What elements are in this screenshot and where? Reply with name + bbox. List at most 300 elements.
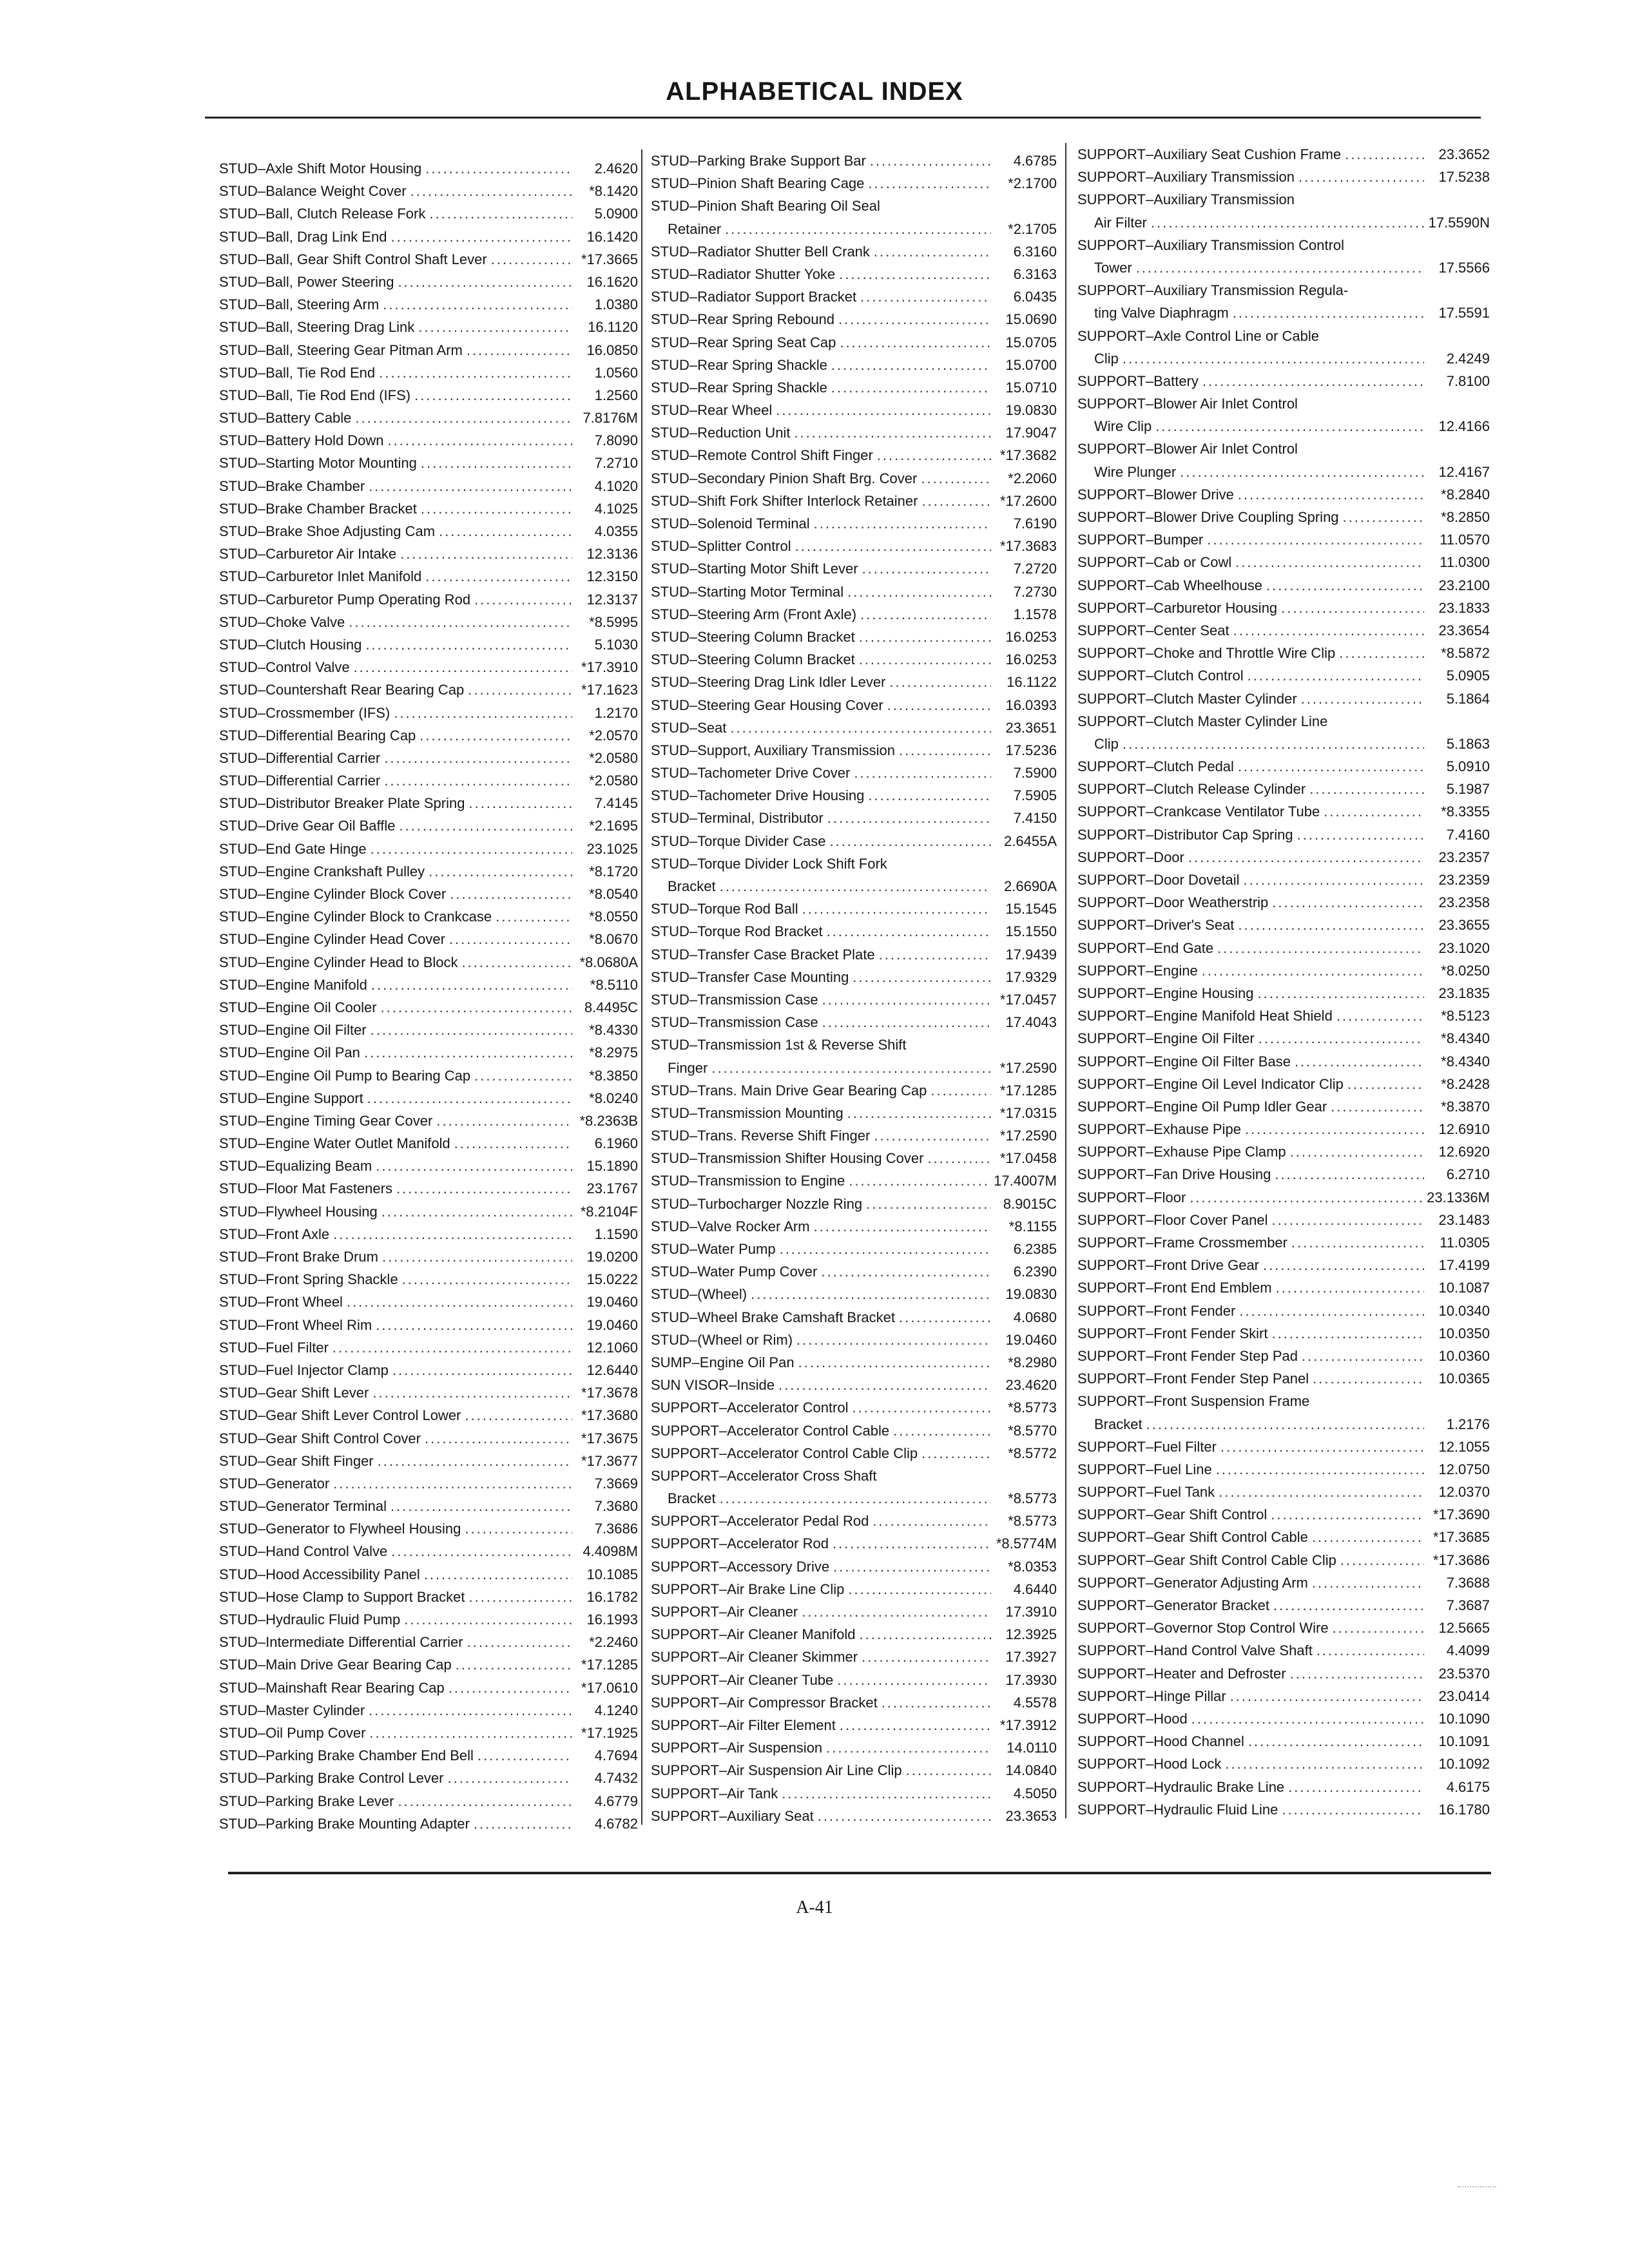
entry-reference: *8.1720 [589, 863, 638, 879]
leader-dots [474, 1064, 572, 1087]
index-entry [213, 1790, 638, 1812]
index-entry [644, 285, 1057, 308]
entry-reference: *17.3910 [581, 659, 638, 676]
entry-reference: 4.4098M [583, 1543, 638, 1560]
index-entry [213, 1041, 638, 1064]
entry-reference: 23.3652 [1438, 146, 1490, 162]
entry-label: STUD–Parking Brake Mounting Adapter [219, 1815, 470, 1832]
leader-dots [436, 1110, 572, 1132]
entry-label: SUPPORT–Hood Lock [1077, 1756, 1222, 1773]
index-entry [213, 1608, 638, 1631]
index-entry [213, 1132, 638, 1155]
leader-dots [794, 421, 991, 444]
index-entry [1071, 211, 1490, 234]
entry-label: STUD–Torque Rod Ball [651, 901, 798, 918]
leader-dots [1180, 461, 1424, 483]
leader-dots [376, 1314, 572, 1336]
index-entry [213, 157, 638, 180]
entry-label: SUPPORT–Fuel Filter [1077, 1438, 1217, 1455]
leader-dots [1312, 1571, 1424, 1594]
index-entry [213, 1586, 638, 1608]
index-entry [644, 149, 1057, 172]
index-entry [213, 769, 638, 792]
entry-label: STUD–Trans. Main Drive Gear Bearing Cap [651, 1082, 927, 1099]
leader-dots [1291, 1231, 1424, 1254]
leader-dots [1347, 1073, 1424, 1095]
entry-reference: 17.3927 [1005, 1649, 1057, 1666]
entry-label: SUPPORT–Engine Oil Filter [1077, 1030, 1255, 1047]
leader-dots [889, 671, 991, 693]
entry-reference: *2.0580 [589, 773, 638, 789]
index-entry [644, 1600, 1057, 1623]
leader-dots [419, 724, 572, 747]
entry-reference: *17.1623 [581, 682, 638, 698]
entry-reference: 17.4043 [1005, 1014, 1057, 1031]
entry-label: STUD–Equalizing Beam [219, 1158, 372, 1175]
entry-label: SUPPORT–Air Filter Element [651, 1716, 836, 1733]
index-entry [1071, 1095, 1490, 1118]
entry-reference: 19.0830 [1005, 1286, 1057, 1303]
leader-dots [1217, 937, 1424, 959]
entry-reference: *8.4340 [1441, 1053, 1490, 1070]
entry-label: SUPPORT–Gear Shift Control Cable [1077, 1529, 1308, 1546]
entry-reference: *8.5774M [996, 1535, 1057, 1552]
index-entry [1071, 800, 1490, 823]
index-entry [1071, 574, 1490, 597]
leader-dots [448, 1677, 572, 1699]
entry-label: STUD–Water Pump [651, 1241, 776, 1257]
entry-label: STUD–Transfer Case Mounting [651, 968, 849, 985]
entry-reference: 15.1550 [1005, 923, 1057, 940]
index-entry [644, 966, 1057, 988]
entry-label: Wire Clip [1094, 418, 1152, 435]
leader-dots [1309, 778, 1424, 800]
entry-label: STUD–Tachometer Drive Housing [651, 787, 865, 804]
index-entry [644, 920, 1057, 943]
entry-reference: 2.6455A [1004, 832, 1057, 849]
leader-dots [1190, 1186, 1423, 1209]
leader-dots [814, 512, 991, 535]
entry-reference: 23.4620 [1005, 1377, 1057, 1394]
index-entry [1071, 1276, 1490, 1299]
entry-label: SUPPORT–Driver's Seat [1077, 917, 1235, 934]
entry-reference: *8.1155 [1008, 1218, 1057, 1235]
entry-label: STUD–Countershaft Rear Bearing Cap [219, 682, 465, 698]
entry-reference: *17.0610 [581, 1679, 638, 1696]
entry-reference: 4.1240 [594, 1702, 638, 1718]
index-entry [213, 497, 638, 520]
entry-label: STUD–Ball, Power Steering [219, 273, 394, 290]
leader-dots [1340, 1549, 1424, 1571]
entry-reference: *8.4330 [589, 1022, 638, 1039]
index-entry [213, 1767, 638, 1789]
index-entry [1071, 1118, 1490, 1140]
leader-dots [711, 1057, 991, 1079]
entry-reference: 7.3669 [594, 1475, 638, 1492]
entry-label: SUPPORT–Hydraulic Brake Line [1077, 1778, 1285, 1795]
entry-label: SUPPORT–Hand Control Valve Shaft [1077, 1642, 1313, 1659]
entry-label: SUPPORT–Axle Control Line or Cable [1077, 327, 1319, 344]
entry-label: SUPPORT–Accelerator Cross Shaft [651, 1467, 877, 1484]
index-entry [644, 1510, 1057, 1532]
leader-dots [1191, 1707, 1424, 1730]
entry-reference: *17.3690 [1432, 1506, 1490, 1523]
index-entry [644, 1193, 1057, 1215]
entry-label: STUD–Terminal, Distributor [651, 810, 824, 827]
index-entry [644, 308, 1057, 331]
entry-reference: *8.5110 [590, 976, 638, 993]
leader-dots [379, 361, 572, 384]
entry-reference: 7.3680 [594, 1498, 638, 1515]
index-entry [1071, 1027, 1490, 1050]
index-entry [1071, 1730, 1490, 1753]
entry-label: SUPPORT–Distributor Cap Spring [1077, 826, 1293, 843]
index-entry [213, 1699, 638, 1722]
index-entry [644, 1147, 1057, 1169]
entry-label: SUPPORT–Hood Channel [1077, 1733, 1244, 1750]
index-entry [213, 814, 638, 837]
entry-label: STUD–Transmission Case [651, 991, 818, 1008]
entry-reference: *17.3686 [1432, 1552, 1490, 1568]
entry-reference: *8.0540 [589, 886, 638, 902]
index-entry [644, 1714, 1057, 1736]
entry-reference: 11.0570 [1440, 532, 1490, 548]
leader-dots [837, 1669, 991, 1691]
entry-reference: 12.0370 [1438, 1484, 1490, 1501]
entry-reference: 12.3137 [586, 591, 638, 608]
entry-label: SUMP–Engine Oil Pan [651, 1354, 795, 1370]
entry-label: STUD–Carburetor Pump Operating Rod [219, 591, 471, 608]
index-entry [1071, 619, 1490, 642]
entry-reference: 19.0200 [586, 1249, 638, 1265]
entry-label: STUD–End Gate Hinge [219, 840, 367, 857]
leader-dots [402, 1268, 572, 1291]
entry-reference: 1.1578 [1013, 606, 1057, 622]
entry-reference: *17.3680 [581, 1407, 638, 1424]
entry-label: STUD–Carburetor Air Intake [219, 546, 397, 562]
index-entry [213, 1540, 638, 1562]
entry-label: STUD–Fuel Injector Clamp [219, 1361, 389, 1378]
entry-reference: *2.0580 [589, 749, 638, 766]
index-entry [644, 1623, 1057, 1646]
entry-label: STUD–Water Pump Cover [651, 1264, 818, 1280]
index-entry [1071, 143, 1490, 166]
leader-dots [410, 180, 572, 202]
entry-label: STUD–Rear Spring Seat Cap [651, 334, 836, 351]
leader-dots [930, 1079, 991, 1102]
leader-dots [1230, 1685, 1424, 1707]
entry-reference: 7.3688 [1446, 1574, 1490, 1591]
entry-label: STUD–Ball, Steering Drag Link [219, 319, 415, 336]
leader-dots [877, 444, 991, 466]
entry-reference: 5.1863 [1446, 735, 1490, 752]
leader-dots [1263, 1254, 1424, 1276]
index-entry [1071, 279, 1490, 302]
index-entry [213, 633, 638, 656]
leader-dots [838, 308, 991, 331]
entry-label: Air Filter [1094, 214, 1147, 231]
entry-label: STUD–Remote Control Shift Finger [651, 447, 873, 464]
entry-reference: 6.2710 [1446, 1166, 1490, 1183]
entry-label: SUN VISOR–Inside [651, 1377, 775, 1394]
leader-dots [1248, 1730, 1424, 1753]
index-entry [644, 1782, 1057, 1805]
entry-reference: 10.0350 [1438, 1325, 1490, 1341]
entry-reference: 6.2385 [1013, 1241, 1057, 1257]
leader-dots [1243, 869, 1424, 891]
index-entry [644, 1646, 1057, 1668]
entry-label: STUD–Radiator Shutter Yoke [651, 265, 836, 282]
entry-label: STUD–Carburetor Inlet Manifold [219, 568, 422, 585]
entry-label: SUPPORT–Engine Manifold Heat Shield [1077, 1008, 1333, 1024]
entry-reference: *8.2840 [1441, 486, 1490, 503]
index-entry [644, 331, 1057, 354]
leader-dots [333, 1336, 572, 1359]
leader-dots [833, 1532, 991, 1555]
leader-dots [1275, 1163, 1424, 1186]
index-entry [644, 376, 1057, 399]
index-entry [644, 1329, 1057, 1351]
leader-dots [802, 1600, 991, 1623]
leader-dots [720, 875, 991, 898]
entry-reference: 23.1020 [1438, 939, 1490, 956]
leader-dots [849, 1169, 990, 1192]
index-entry [213, 1517, 638, 1540]
index-entry [213, 1677, 638, 1699]
header-rule [205, 117, 1481, 119]
index-entry [213, 475, 638, 497]
index-entry [213, 1472, 638, 1495]
entry-label: STUD–Front Axle [219, 1225, 330, 1242]
index-entry [1071, 1776, 1490, 1798]
leader-dots [798, 1351, 991, 1374]
entry-reference: *2.1705 [1008, 220, 1057, 237]
index-entry [1071, 1004, 1490, 1027]
index-entry [1071, 1594, 1490, 1617]
leader-dots [1298, 166, 1424, 188]
entry-label: STUD–Secondary Pinion Shaft Brg. Cover [651, 470, 918, 486]
entry-reference: 16.1620 [586, 273, 638, 290]
entry-reference: 12.4167 [1438, 463, 1490, 480]
leader-dots [477, 1744, 572, 1767]
leader-dots [1233, 619, 1424, 642]
entry-reference: *8.3870 [1441, 1098, 1490, 1115]
entry-label: STUD–Steering Arm (Front Axle) [651, 606, 857, 622]
index-entry [644, 467, 1057, 490]
entry-reference: 6.3163 [1013, 265, 1057, 282]
leader-dots [388, 429, 572, 452]
leader-dots [383, 293, 572, 316]
index-entry [213, 1087, 638, 1110]
entry-label: SUPPORT–Clutch Master Cylinder Line [1077, 713, 1328, 729]
entry-label: STUD–Front Spring Shackle [219, 1271, 398, 1288]
leader-dots [1266, 574, 1424, 597]
entry-label: SUPPORT–Floor [1077, 1189, 1186, 1206]
leader-dots [414, 384, 572, 407]
entry-reference: 17.4199 [1438, 1257, 1490, 1274]
index-entry [644, 716, 1057, 739]
entry-label: STUD–Balance Weight Cover [219, 183, 407, 200]
leader-dots [872, 1510, 991, 1532]
entry-reference: *8.2975 [589, 1044, 638, 1061]
entry-label: STUD–Engine Cylinder Head Cover [219, 931, 445, 948]
index-entry [213, 1268, 638, 1291]
index-entry [1071, 914, 1490, 936]
entry-reference: 16.1120 [588, 319, 638, 336]
entry-label: SUPPORT–Bumper [1077, 532, 1204, 548]
index-entry [1071, 528, 1490, 551]
entry-reference: *2.0570 [589, 727, 638, 744]
index-entry [644, 1578, 1057, 1600]
entry-reference: 5.1864 [1446, 690, 1490, 707]
index-entry [213, 1450, 638, 1472]
index-entry [213, 1653, 638, 1676]
leader-dots [874, 240, 991, 263]
entry-reference: *17.3683 [999, 538, 1057, 555]
entry-label: SUPPORT–Generator Adjusting Arm [1077, 1574, 1308, 1591]
index-entry [644, 512, 1057, 535]
index-entry [644, 1238, 1057, 1260]
entry-label: STUD–Torque Divider Lock Shift Fork [651, 855, 887, 872]
entry-label: SUPPORT–Floor Cover Panel [1077, 1211, 1268, 1228]
leader-dots [839, 263, 991, 285]
entry-label: SUPPORT–Blower Air Inlet Control [1077, 396, 1298, 412]
entry-reference: 7.8176M [583, 410, 638, 427]
index-entry [1071, 1481, 1490, 1503]
entry-label: SUPPORT–Hydraulic Fluid Line [1077, 1801, 1278, 1818]
entry-label: STUD–Seat [651, 719, 727, 736]
entry-label: STUD–Transmission Mounting [651, 1104, 843, 1121]
entry-label: STUD–Engine Water Outlet Manifold [219, 1135, 450, 1152]
leader-dots [831, 354, 991, 376]
entry-reference: 14.0840 [1005, 1762, 1057, 1779]
index-entry [213, 361, 638, 384]
index-entry [644, 1215, 1057, 1238]
index-entry [1071, 1186, 1490, 1209]
index-entry [213, 226, 638, 248]
entry-reference: 23.1336M [1427, 1189, 1490, 1206]
leader-dots [333, 1223, 572, 1245]
entry-reference: 16.0253 [1005, 651, 1057, 668]
leader-dots [720, 1487, 991, 1510]
leader-dots [853, 966, 991, 988]
entry-reference: *17.0458 [999, 1150, 1057, 1167]
leader-dots [378, 1450, 572, 1472]
index-entry [644, 739, 1057, 762]
index-entry [1071, 1163, 1490, 1186]
entry-label: Clip [1094, 350, 1119, 367]
leader-dots [1188, 846, 1424, 869]
entry-reference: 23.1767 [586, 1180, 638, 1197]
entry-label: SUPPORT–Blower Drive [1077, 486, 1234, 503]
entry-reference: 17.9329 [1005, 968, 1057, 985]
entry-label: SUPPORT–Frame Crossmember [1077, 1235, 1287, 1251]
index-entry [1071, 234, 1490, 256]
leader-dots [1245, 1118, 1424, 1140]
entry-reference: 4.0355 [594, 523, 638, 539]
entry-reference: 15.0710 [1005, 379, 1057, 396]
index-entry [213, 1359, 638, 1381]
entry-reference: 4.4099 [1446, 1642, 1490, 1659]
index-entry [213, 293, 638, 316]
entry-label: STUD–Floor Mat Fasteners [219, 1180, 392, 1197]
entry-label: SUPPORT–Door Dovetail [1077, 872, 1240, 888]
entry-reference: *17.0457 [999, 991, 1057, 1008]
entry-label: STUD–Hydraulic Fluid Pump [219, 1611, 401, 1628]
entry-reference: 17.5236 [1005, 742, 1057, 758]
entry-label: STUD–Gear Shift Finger [219, 1452, 374, 1469]
index-entry [213, 974, 638, 996]
entry-label: STUD–Ball, Tie Rod End [219, 364, 376, 381]
index-entry [213, 1291, 638, 1313]
entry-label: STUD–Transmission to Engine [651, 1173, 845, 1189]
leader-dots [1207, 528, 1424, 551]
entry-label: STUD–Support, Auxiliary Transmission [651, 742, 896, 758]
entry-reference: *17.3682 [999, 447, 1057, 464]
entry-label: STUD–Generator to Flywheel Housing [219, 1521, 461, 1537]
index-entry [213, 1631, 638, 1653]
index-entry [213, 792, 638, 814]
index-entry [644, 1691, 1057, 1714]
entry-reference: 4.6175 [1446, 1778, 1490, 1795]
index-column-1 [213, 157, 638, 1835]
entry-label: SUPPORT–Air Compressor Bracket [651, 1694, 878, 1711]
leader-dots [859, 648, 991, 671]
index-entry [1071, 1639, 1490, 1662]
leader-dots [1219, 1481, 1424, 1503]
entry-label: SUPPORT–Front Suspension Frame [1077, 1393, 1310, 1410]
leader-dots [449, 928, 572, 950]
entry-label: STUD–Rear Spring Shackle [651, 379, 827, 396]
entry-reference: *17.3675 [581, 1430, 638, 1446]
entry-label: STUD–Splitter Control [651, 538, 791, 555]
leader-dots [354, 656, 572, 678]
entry-label: STUD–(Wheel or Rim) [651, 1331, 793, 1348]
entry-label: STUD–Differential Carrier [219, 749, 381, 766]
leader-dots [1238, 483, 1424, 506]
index-entry [644, 581, 1057, 603]
entry-reference: 23.2358 [1438, 894, 1490, 911]
leader-dots [468, 678, 572, 701]
index-entry [213, 678, 638, 701]
index-entry [1071, 937, 1490, 959]
entry-label: SUPPORT–Center Seat [1077, 622, 1229, 639]
entry-reference: *8.5772 [1008, 1445, 1057, 1461]
leader-dots [467, 339, 572, 361]
leader-dots [1290, 1662, 1424, 1685]
index-entry [644, 875, 1057, 898]
leader-dots [381, 1200, 572, 1223]
entry-label: SUPPORT–Accessory Drive [651, 1558, 830, 1575]
index-entry [644, 1079, 1057, 1102]
entry-reference: 23.1833 [1438, 599, 1490, 616]
index-entry [213, 202, 638, 225]
index-entry [1071, 1413, 1490, 1436]
entry-label: SUPPORT–Auxiliary Transmission [1077, 191, 1295, 208]
entry-label: SUPPORT–Fuel Line [1077, 1461, 1212, 1477]
entry-label: STUD–Engine Manifold [219, 976, 367, 993]
leader-dots [1282, 1798, 1424, 1821]
entry-reference: 23.1483 [1438, 1211, 1490, 1228]
leader-dots [1288, 1776, 1424, 1798]
entry-reference: 10.0360 [1438, 1347, 1490, 1364]
entry-label: STUD–Generator [219, 1475, 330, 1492]
leader-dots [795, 535, 991, 557]
entry-label: STUD–Rear Spring Rebound [651, 311, 834, 328]
leader-dots [424, 1563, 572, 1586]
entry-reference: 15.0690 [1005, 311, 1057, 328]
entry-label: STUD–Transmission Case [651, 1014, 818, 1031]
